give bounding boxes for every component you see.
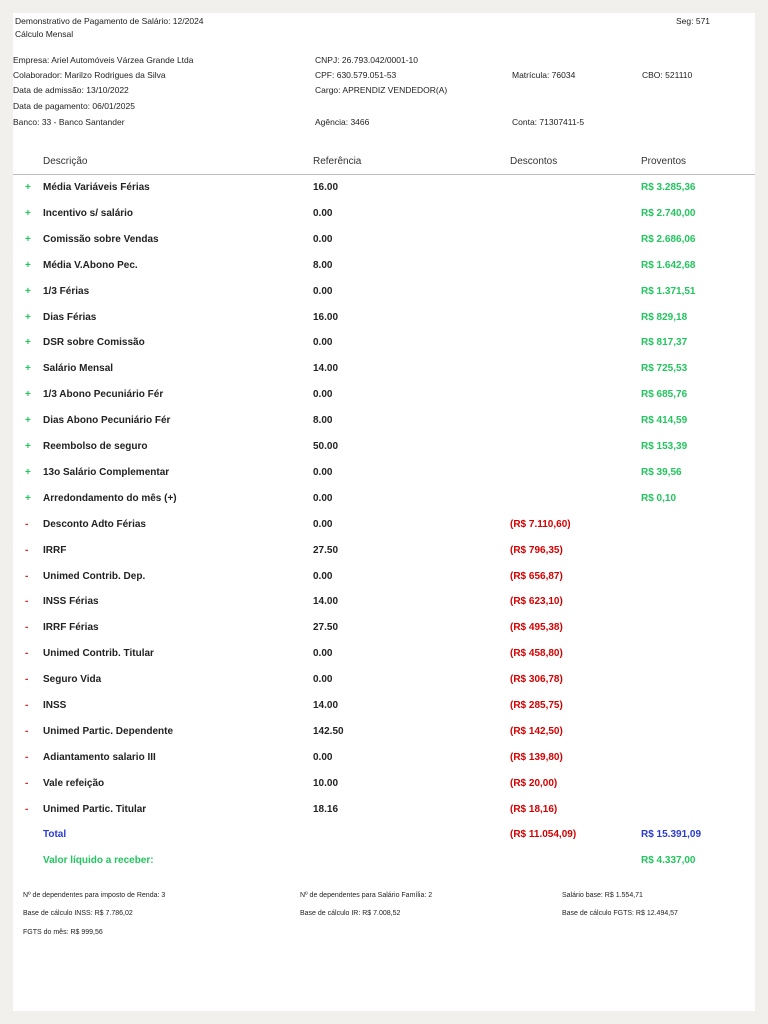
- row-description: 13o Salário Complementar: [43, 466, 170, 478]
- cnpj: CNPJ: 26.793.042/0001-10: [315, 55, 419, 65]
- row-sign: +: [25, 363, 31, 375]
- row-reference: 14.00: [313, 700, 339, 711]
- row-description: Reembolso de seguro: [43, 441, 148, 452]
- table-row: [13, 726, 755, 752]
- row-earning: R$ 725,53: [641, 363, 688, 375]
- row-sign: +: [25, 337, 31, 349]
- table-row: [13, 260, 755, 286]
- matricula: Matrícula: 76034: [512, 70, 576, 80]
- row-sign: -: [25, 700, 29, 711]
- row-earning: R$ 414,59: [641, 415, 688, 427]
- row-sign: -: [25, 570, 29, 582]
- table-row: [13, 337, 755, 363]
- table-row: [13, 363, 755, 389]
- row-description: INSS: [43, 700, 67, 711]
- header-divider: [13, 174, 755, 175]
- document-title: Demonstrativo de Pagamento de Salário: 12/2024: [15, 16, 204, 26]
- row-earning: R$ 2.686,06: [641, 233, 696, 245]
- row-description: Desconto Adto Férias: [43, 518, 146, 530]
- seg-number: Seg: 571: [676, 16, 711, 26]
- row-description: IRRF Férias: [43, 622, 99, 634]
- col-descontos: Descontos: [510, 156, 558, 167]
- row-discount: (R$ 796,35): [510, 544, 563, 556]
- row-sign: +: [25, 182, 31, 193]
- table-row: [13, 674, 755, 700]
- row-description: 1/3 Abono Pecuniário Fér: [43, 389, 164, 401]
- row-sign: +: [25, 207, 31, 219]
- row-discount: (R$ 656,87): [510, 570, 563, 582]
- row-reference: 0.00: [313, 751, 333, 763]
- table-row: [13, 467, 755, 493]
- table-row: [13, 441, 755, 467]
- row-discount: (R$ 139,80): [510, 751, 563, 763]
- row-earning: R$ 3.285,36: [641, 182, 696, 193]
- total-proventos: R$ 15.391,09: [641, 829, 702, 840]
- col-descricao: Descrição: [43, 156, 88, 167]
- net-value: R$ 4.337,00: [641, 855, 696, 866]
- row-earning: R$ 1.642,68: [641, 259, 696, 271]
- total-label: Total: [43, 829, 67, 840]
- row-description: Incentivo s/ salário: [43, 207, 134, 219]
- row-sign: -: [25, 751, 29, 763]
- row-discount: (R$ 306,78): [510, 674, 563, 686]
- row-description: Vale refeição: [43, 777, 105, 789]
- row-reference: 142.50: [313, 725, 344, 737]
- total-descontos: (R$ 11.054,09): [510, 829, 577, 840]
- row-reference: 0.00: [313, 233, 333, 245]
- row-earning: R$ 153,39: [641, 441, 688, 452]
- banco: Banco: 33 - Banco Santander: [13, 117, 125, 127]
- row-description: Dias Abono Pecuniário Fér: [43, 415, 171, 427]
- table-row: [13, 312, 755, 338]
- row-reference: 27.50: [313, 622, 339, 634]
- row-sign: -: [25, 518, 29, 530]
- table-row: [13, 622, 755, 648]
- row-reference: 0.00: [313, 674, 333, 686]
- row-sign: -: [25, 725, 29, 737]
- row-description: Salário Mensal: [43, 363, 114, 375]
- row-sign: +: [25, 285, 31, 297]
- row-reference: 8.00: [313, 259, 333, 271]
- salario-base: Salário base: R$ 1.554,71: [562, 892, 643, 899]
- row-discount: (R$ 285,75): [510, 700, 563, 711]
- row-description: Adiantamento salario III: [43, 751, 156, 763]
- row-reference: 0.00: [313, 285, 333, 297]
- row-description: Dias Férias: [43, 311, 97, 323]
- row-sign: -: [25, 622, 29, 634]
- table-row: [13, 545, 755, 571]
- row-reference: 0.00: [313, 570, 333, 582]
- row-earning: R$ 817,37: [641, 337, 688, 349]
- agencia: Agência: 3466: [315, 117, 370, 127]
- fgts-mes: FGTS do mês: R$ 999,56: [23, 929, 103, 936]
- table-row: [13, 804, 755, 830]
- row-description: Média Variáveis Férias: [43, 182, 150, 193]
- row-discount: (R$ 7.110,60): [510, 518, 571, 530]
- row-description: Seguro Vida: [43, 674, 102, 686]
- row-earning: R$ 685,76: [641, 389, 688, 401]
- row-discount: (R$ 20,00): [510, 777, 558, 789]
- row-reference: 8.00: [313, 415, 333, 427]
- row-sign: -: [25, 544, 29, 556]
- base-ir: Base de cálculo IR: R$ 7.008,52: [300, 910, 401, 917]
- row-sign: +: [25, 259, 31, 271]
- row-discount: (R$ 495,38): [510, 622, 563, 634]
- row-sign: -: [25, 803, 29, 815]
- row-reference: 0.00: [313, 389, 333, 401]
- row-sign: +: [25, 466, 31, 478]
- row-discount: (R$ 623,10): [510, 596, 563, 608]
- row-reference: 0.00: [313, 648, 333, 660]
- row-discount: (R$ 18,16): [510, 803, 558, 815]
- row-sign: +: [25, 311, 31, 323]
- table-row: [13, 415, 755, 441]
- cbo: CBO: 521110: [642, 70, 693, 80]
- dependentes-ir: Nº de dependentes para imposto de Renda: 3: [23, 892, 166, 899]
- payslip-sheet: [13, 13, 755, 1011]
- row-reference: 14.00: [313, 596, 339, 608]
- row-sign: +: [25, 441, 31, 452]
- row-sign: +: [25, 492, 31, 504]
- table-row: [13, 286, 755, 312]
- table-row: [13, 778, 755, 804]
- table-row: [13, 752, 755, 778]
- row-sign: +: [25, 389, 31, 401]
- row-description: INSS Férias: [43, 596, 99, 608]
- row-sign: -: [25, 674, 29, 686]
- net-label: Valor líquido a receber:: [43, 855, 154, 866]
- row-earning: R$ 0,10: [641, 492, 677, 504]
- table-row: [13, 182, 755, 208]
- cpf: CPF: 630.579.051-53: [315, 70, 397, 80]
- row-reference: 0.00: [313, 207, 333, 219]
- row-description: Unimed Contrib. Titular: [43, 648, 154, 660]
- row-earning: R$ 2.740,00: [641, 207, 696, 219]
- row-reference: 14.00: [313, 363, 339, 375]
- conta: Conta: 71307411-5: [512, 117, 585, 127]
- table-row: [13, 519, 755, 545]
- base-fgts: Base de cálculo FGTS: R$ 12.494,57: [562, 910, 678, 917]
- dependentes-salario-familia: Nº de dependentes para Salário Família: 2: [300, 892, 433, 899]
- row-reference: 16.00: [313, 182, 339, 193]
- row-earning: R$ 829,18: [641, 311, 688, 323]
- row-earning: R$ 1.371,51: [641, 285, 696, 297]
- empresa: Empresa: Ariel Automóveis Várzea Grande Ltda: [13, 55, 194, 65]
- table-row: [13, 389, 755, 415]
- table-row: [13, 571, 755, 597]
- row-reference: 18.16: [313, 803, 339, 815]
- row-sign: +: [25, 233, 31, 245]
- row-reference: 0.00: [313, 518, 333, 530]
- total-row: [13, 829, 755, 855]
- row-reference: 0.00: [313, 492, 333, 504]
- row-discount: (R$ 458,80): [510, 648, 563, 660]
- row-description: Média V.Abono Pec.: [43, 259, 138, 271]
- row-sign: +: [25, 415, 31, 427]
- net-row: [13, 855, 755, 881]
- row-reference: 0.00: [313, 337, 333, 349]
- table-row: [13, 648, 755, 674]
- row-reference: 50.00: [313, 441, 339, 452]
- row-sign: -: [25, 648, 29, 660]
- table-row: [13, 700, 755, 726]
- row-description: Unimed Contrib. Dep.: [43, 570, 146, 582]
- row-description: Arredondamento do mês (+): [43, 492, 177, 504]
- data-pagamento: Data de pagamento: 06/01/2025: [13, 101, 135, 111]
- row-sign: -: [25, 596, 29, 608]
- base-inss: Base de cálculo INSS: R$ 7.786,02: [23, 910, 133, 917]
- row-sign: -: [25, 777, 29, 789]
- col-proventos: Proventos: [641, 156, 687, 167]
- row-description: Unimed Partic. Dependente: [43, 725, 174, 737]
- row-description: 1/3 Férias: [43, 285, 90, 297]
- row-earning: R$ 39,56: [641, 466, 682, 478]
- table-row: [13, 596, 755, 622]
- colaborador: Colaborador: Marilzo Rodrigues da Silva: [13, 70, 166, 80]
- row-description: DSR sobre Comissão: [43, 337, 145, 349]
- cargo: Cargo: APRENDIZ VENDEDOR(A): [315, 85, 448, 95]
- table-row: [13, 234, 755, 260]
- row-reference: 16.00: [313, 311, 339, 323]
- row-description: IRRF: [43, 544, 67, 556]
- row-description: Unimed Partic. Titular: [43, 803, 147, 815]
- row-discount: (R$ 142,50): [510, 725, 563, 737]
- data-admissao: Data de admissão: 13/10/2022: [13, 85, 129, 95]
- row-reference: 0.00: [313, 466, 333, 478]
- table-row: [13, 208, 755, 234]
- table-row: [13, 493, 755, 519]
- row-reference: 10.00: [313, 777, 339, 789]
- col-referencia: Referência: [313, 156, 362, 167]
- row-description: Comissão sobre Vendas: [43, 233, 159, 245]
- row-reference: 27.50: [313, 544, 339, 556]
- document-subtitle: Cálculo Mensal: [15, 29, 74, 39]
